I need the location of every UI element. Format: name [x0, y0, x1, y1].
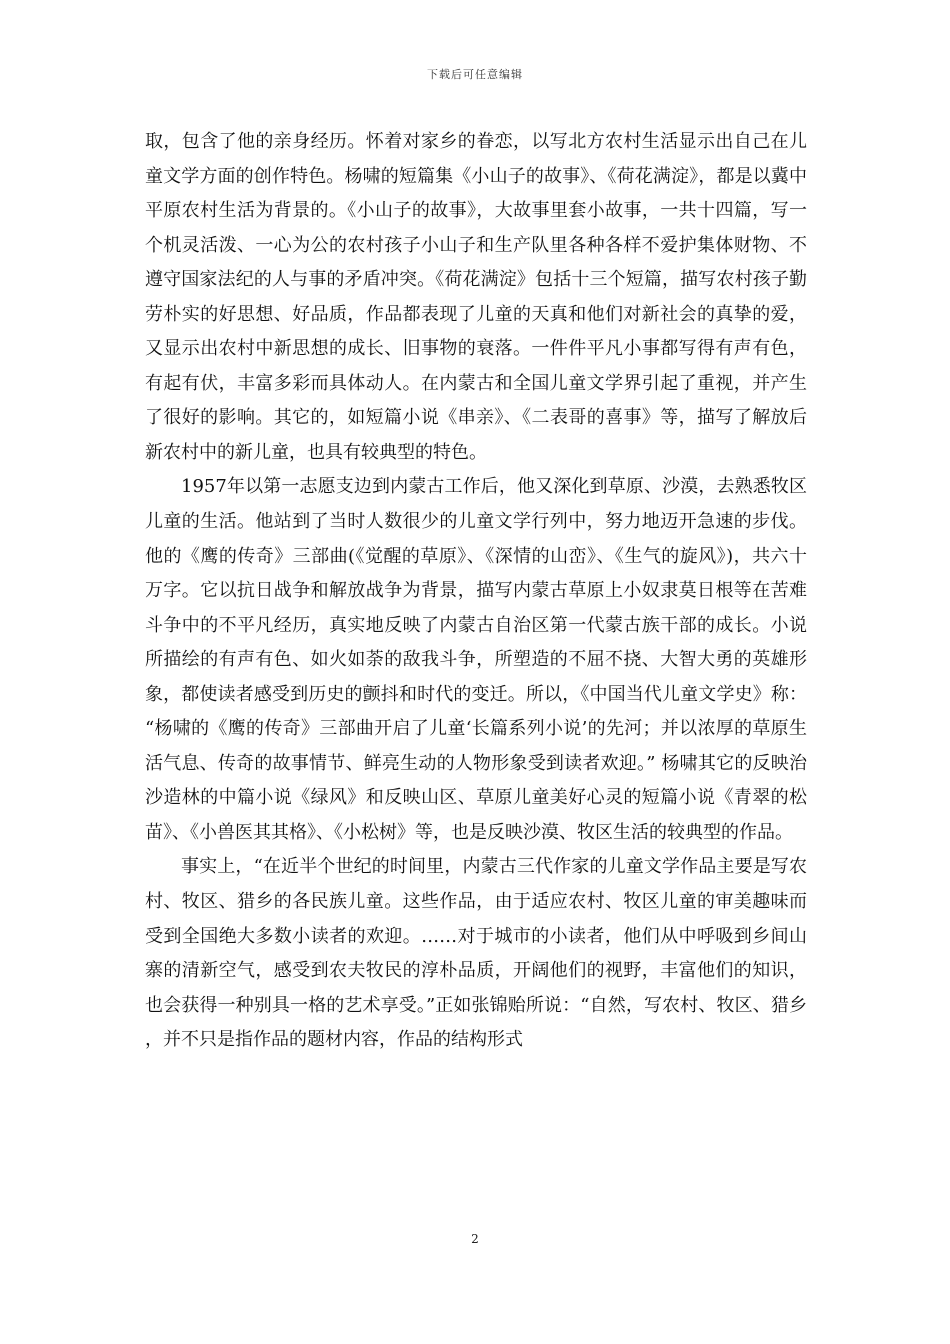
page-number: 2 — [471, 1232, 479, 1246]
paragraph-1: 取，包含了他的亲身经历。怀着对家乡的眷恋，以写北方农村生活显示出自己在儿童文学方面的创作特色。杨啸的短篇集《小山子的故事》、《荷花满淀》，都是以冀中平原农村生活为背景的。《小山子的故事》，大故事里套小故事，一共十四篇，写一个机灵活泼、一心为公的农村孩子小山子和生产队里各种各样不爱护集体财物、不遵守国家法纪的人与事的矛盾冲突。《荷花满淀》包括十三个短篇，描写农村孩子勤劳朴实的好思想、好品质，作品都表现了儿童的天真和他们对新社会的真挚的爱，又显示出农村中新思想的成长、旧事物的衰落。一件件平凡小事都写得有声有色，有起有伏，丰富多彩而具体动人。在内蒙古和全国儿童文学界引起了重视，并产生了很好的影响。其它的，如短篇小说《串亲》、《二表哥的喜事》等，描写了解放后新农村中的新儿童，也具有较典型的特色。 — [145, 131, 807, 463]
paragraph-3: 事实上，“在近半个世纪的时间里，内蒙古三代作家的儿童文学作品主要是写农村、牧区、猎乡的各民族儿童。这些作品，由于适应农村、牧区儿童的审美趣味而受到全国绝大多数小读者的欢迎。……对于城市的小读者，他们从中呼吸到乡间山寨的清新空气，感受到农夫牧民的淳朴品质，开阔他们的视野，丰富他们的知识，也会获得一种别具一格的艺术享受。”正如张锦贻所说：“自然，写农村、牧区、猎乡，并不只是指作品的题材内容，作品的结构形式 — [145, 856, 807, 1051]
paragraph-2: 1957年以第一志愿支边到内蒙古工作后，他又深化到草原、沙漠，去熟悉牧区儿童的生活。他站到了当时人数很少的儿童文学行列中，努力地迈开急速的步伐。他的《鹰的传奇》三部曲(《觉醒的草原》、《深情的山峦》、《生气的旋风》)，共六十万字。它以抗日战争和解放战争为背景，描写内蒙古草原上小奴隶莫日根等在苦难斗争中的不平凡经历，真实地反映了内蒙古自治区第一代蒙古族干部的成长。小说所描绘的有声有色、如火如荼的敌我斗争，所塑造的不屈不挠、大智大勇的英雄形象，都使读者感受到历史的颤抖和时代的变迁。所以，《中国当代儿童文学史》称：“杨啸的《鹰的传奇》三部曲开启了儿童‘长篇系列小说’的先河；并以浓厚的草原生活气息、传奇的故事情节、鲜亮生动的人物形象受到读者欢迎。” 杨啸其它的反映治沙造林的中篇小说《绿风》和反映山区、草原儿童美好心灵的短篇小说《青翠的松苗》、《小兽医其其格》、《小松树》等，也是反映沙漠、牧区生活的较典型的作品。 — [145, 476, 807, 843]
page-header: 下载后可任意编辑 — [427, 68, 523, 81]
document-body — [145, 125, 807, 1058]
